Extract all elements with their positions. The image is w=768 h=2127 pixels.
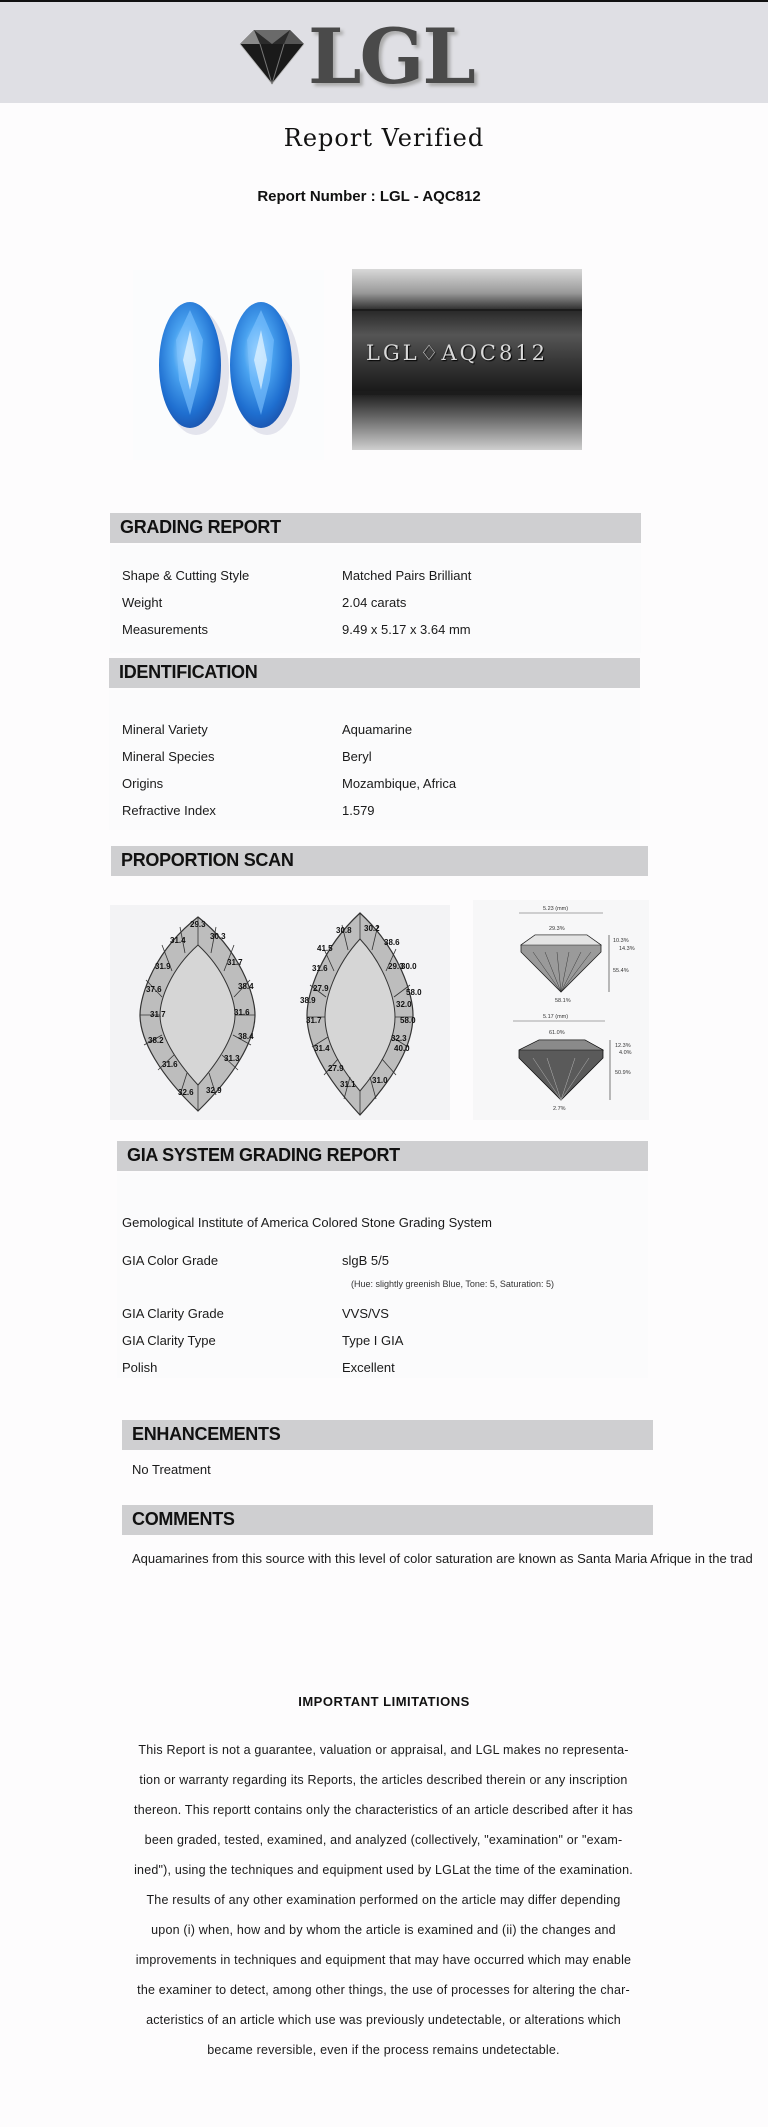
- grading-report-heading: GRADING REPORT: [120, 517, 281, 537]
- facet-label: 31.7: [150, 1010, 166, 1019]
- proportion-scan-heading-bar: [111, 846, 648, 876]
- facet-label: 58.0: [406, 988, 422, 997]
- gia-value: Excellent: [342, 1360, 395, 1375]
- facet-label: 32.6: [178, 1088, 194, 1097]
- facet-label: 30.3: [210, 932, 226, 941]
- facet-label: 37.6: [146, 985, 162, 994]
- enhancements-heading-bar: [122, 1420, 653, 1450]
- facet-label: 31.7: [306, 1016, 322, 1025]
- facet-label: 31.6: [312, 964, 328, 973]
- profile-label: 50.9%: [615, 1070, 631, 1076]
- identification-value: Aquamarine: [342, 722, 413, 737]
- report-number: Report Number : LGL - AQC812: [257, 188, 481, 205]
- facet-label: 32.3: [391, 1034, 407, 1043]
- limitations-line: became reversible, even if the process remains undetectable.: [207, 2043, 560, 2057]
- facet-label: 31.1: [340, 1080, 356, 1089]
- enhancements-text: No Treatment: [132, 1462, 211, 1477]
- inscription-photo: [352, 269, 582, 450]
- profile-label: 29.3%: [549, 926, 565, 932]
- profile-label: 58.1%: [555, 998, 571, 1004]
- profile-label: 61.0%: [549, 1030, 565, 1036]
- limitations-line: tion or warranty regarding its Reports, the articles described therein or any inscription: [139, 1773, 628, 1787]
- gia-heading-bar: [117, 1141, 648, 1171]
- facet-label: 30.0: [401, 962, 417, 971]
- facet-label: 38.4: [238, 1032, 254, 1041]
- proportion-scan-heading: PROPORTION SCAN: [121, 850, 294, 870]
- facet-label: 38.2: [148, 1036, 164, 1045]
- identification-label: Mineral Variety: [122, 722, 208, 737]
- limitations-heading: IMPORTANT LIMITATIONS: [298, 1694, 470, 1709]
- grading-value: Matched Pairs Brilliant: [342, 568, 472, 583]
- limitations-line: thereon. This reportt contains only the characteristics of an article described after it has: [134, 1803, 633, 1817]
- facet-label: 27.9: [328, 1064, 344, 1073]
- limitations-line: upon (i) when, how and by whom the article is examined and (ii) the changes and: [151, 1923, 616, 1937]
- profile-label: 5.17 (mm): [543, 1014, 569, 1020]
- gia-system-text: Gemological Institute of America Colored Stone Grading System: [122, 1215, 492, 1230]
- facet-label: 32.0: [396, 1000, 412, 1009]
- identification-heading-bar: [109, 658, 640, 688]
- comments-heading: COMMENTS: [132, 1509, 235, 1529]
- facet-label: 40.0: [394, 1044, 410, 1053]
- gia-value: Type I GIA: [342, 1333, 404, 1348]
- facet-label: 29.3: [388, 962, 404, 971]
- facet-label: 31.9: [155, 962, 171, 971]
- grading-label: Shape & Cutting Style: [122, 568, 250, 583]
- facet-label: 30.2: [364, 924, 380, 933]
- facet-label: 31.7: [227, 958, 243, 967]
- gia-label: GIA Clarity Grade: [122, 1306, 224, 1321]
- page-title: Report Verified: [283, 124, 485, 152]
- gia-label: GIA Clarity Type: [122, 1333, 216, 1348]
- profile-diagram: [473, 900, 649, 1120]
- facet-label: 38.6: [384, 938, 400, 947]
- facet-label: 30.8: [336, 926, 352, 935]
- marquise-facet-diagram: [110, 905, 450, 1120]
- stone-photo: [133, 270, 324, 460]
- grading-report-heading-bar: [110, 513, 641, 543]
- identification-value: Mozambique, Africa: [342, 776, 457, 791]
- gia-color-note: (Hue: slightly greenish Blue, Tone: 5, Saturation: 5): [351, 1279, 554, 1289]
- profile-label: 5.23 (mm): [543, 906, 569, 912]
- gia-heading: GIA SYSTEM GRADING REPORT: [127, 1145, 400, 1165]
- limitations-line: The results of any other examination performed on the article may differ depending: [146, 1893, 621, 1907]
- profile-label: 14.3%: [619, 946, 635, 952]
- facet-label: 38.4: [238, 982, 254, 991]
- limitations-line: ined"), using the techniques and equipment used by LGLat the time of the examination.: [134, 1863, 633, 1877]
- identification-label: Refractive Index: [122, 803, 216, 818]
- grading-value: 9.49 x 5.17 x 3.64 mm: [342, 622, 471, 637]
- gia-label: Polish: [122, 1360, 158, 1375]
- facet-label: 31.3: [224, 1054, 240, 1063]
- identification-heading: IDENTIFICATION: [119, 662, 258, 682]
- limitations-line: the examiner to detect, among other things, the use of processes for altering the char-: [137, 1983, 630, 1997]
- profile-label: 4.0%: [619, 1050, 632, 1056]
- limitations-line: This Report is not a guarantee, valuation or appraisal, and LGL makes no representa-: [138, 1743, 629, 1757]
- identification-value: 1.579: [342, 803, 375, 818]
- grading-value: 2.04 carats: [342, 595, 407, 610]
- identification-value: Beryl: [342, 749, 372, 764]
- enhancements-heading: ENHANCEMENTS: [132, 1424, 281, 1444]
- limitations-line: been graded, tested, examined, and analyzed (collectively, "examination" or "exam-: [144, 1833, 623, 1847]
- gia-value: VVS/VS: [342, 1306, 389, 1321]
- diamond-icon: [232, 24, 312, 88]
- profile-label: 2.7%: [553, 1106, 566, 1112]
- facet-label: 29.3: [190, 920, 206, 929]
- grading-label: Weight: [122, 595, 163, 610]
- profile-label: 12.3%: [615, 1043, 631, 1049]
- limitations-line: improvements in techniques and equipment that may have occurred which may enable: [135, 1953, 632, 1967]
- lgl-logo[interactable]: [232, 12, 492, 101]
- profile-label: 55.4%: [613, 968, 629, 974]
- facet-label: 31.4: [170, 936, 186, 945]
- header-bar: [0, 0, 768, 103]
- grading-label: Measurements: [122, 622, 208, 637]
- facet-label: 32.9: [206, 1086, 222, 1095]
- identification-label: Mineral Species: [122, 749, 215, 764]
- facet-label: 38.9: [300, 996, 316, 1005]
- comments-heading-bar: [122, 1505, 653, 1535]
- limitations-line: acteristics of an article which use was previously undetectable, or alterations which: [146, 2013, 621, 2027]
- gia-value: slgB 5/5: [342, 1253, 389, 1268]
- inscription-text: LGL♢AQC812: [366, 341, 549, 365]
- profile-label: 10.3%: [613, 938, 629, 944]
- facet-label: 31.6: [234, 1008, 250, 1017]
- limitations-body: [116, 1735, 651, 2065]
- identification-label: Origins: [122, 776, 164, 791]
- facet-label: 31.0: [372, 1076, 388, 1085]
- facet-label: 31.6: [162, 1060, 178, 1069]
- gia-label: GIA Color Grade: [122, 1253, 219, 1268]
- facet-label: 31.4: [314, 1044, 330, 1053]
- facet-label: 58.0: [400, 1016, 416, 1025]
- facet-label: 41.5: [317, 944, 333, 953]
- comments-text: Aquamarines from this source with this level of color saturation are known as Santa Maria Afrique in the trad: [132, 1551, 753, 1566]
- logo-text: LGL: [308, 12, 474, 101]
- facet-label: 27.9: [313, 984, 329, 993]
